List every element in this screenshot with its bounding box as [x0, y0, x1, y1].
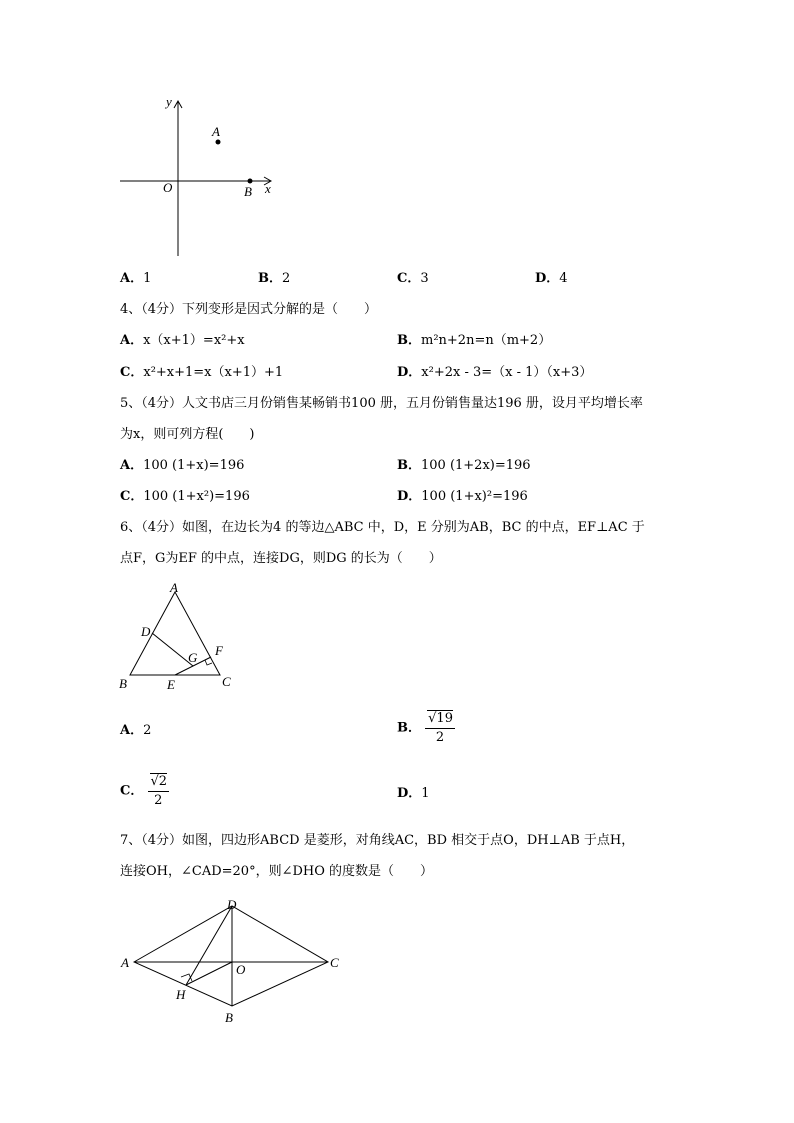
q7-stem-line2: 连接OH，∠CAD=20°，则∠DHO 的度数是（ ） — [120, 864, 434, 879]
q4-option-a: A．x（x+1）=x²+x — [120, 333, 245, 348]
q3-option-c: C．3 — [397, 271, 429, 286]
q3-option-b: B．2 — [258, 271, 291, 286]
fraction-sqrt2-over-2: $\frac{√2}{2}$ — [148, 775, 170, 809]
q3-option-d: D．4 — [535, 271, 568, 286]
label-o: O — [236, 962, 246, 977]
q5-option-c: C．100 (1+x²)=196 — [120, 489, 250, 504]
label-f: F — [215, 643, 223, 658]
q6-option-c: C． $\frac{√2}{2}$ — [120, 774, 168, 809]
right-angle-mark-h — [181, 974, 192, 981]
label-h: H — [176, 987, 186, 1002]
q5-option-b: B．100 (1+2x)=196 — [397, 458, 531, 473]
label-b: B — [225, 1010, 233, 1025]
label-c: C — [222, 674, 231, 689]
q6-stem-line1: 6、（4分）如图，在边长为4 的等边△ABC 中，D，E 分别为AB，BC 的中点，EF⊥AC 于 — [120, 520, 645, 535]
label-g: G — [188, 650, 198, 665]
point-a-dot — [216, 140, 221, 145]
label-d: D — [141, 624, 151, 639]
rhombus-figure — [115, 893, 350, 1028]
coordinate-figure — [110, 90, 290, 265]
label-c: C — [330, 955, 339, 970]
q4-option-d: D．x²+2x - 3=（x - 1）（x+3） — [397, 365, 593, 380]
y-axis-label: y — [166, 94, 172, 109]
q5-stem-line2: 为x，则可列方程( ) — [120, 427, 255, 442]
q6-stem-line2: 点F，G为EF 的中点，连接DG，则DG 的长为（ ） — [120, 551, 442, 566]
label-a: A — [121, 955, 129, 970]
label-d: D — [227, 897, 237, 912]
q5-option-d: D．100 (1+x)²=196 — [397, 489, 528, 504]
right-angle-mark-f — [205, 660, 212, 665]
point-a-label: A — [212, 124, 220, 139]
segment-dg — [152, 633, 193, 666]
label-b: B — [119, 676, 127, 691]
fraction-sqrt19-over-2: $\frac{√19}{2}$ — [425, 712, 455, 746]
q7-stem-line1: 7、（4分）如图，四边形ABCD 是菱形，对角线AC，BD 相交于点O，DH⊥AB 于点H， — [120, 833, 635, 848]
label-e: E — [167, 677, 175, 692]
x-axis-label: x — [265, 181, 271, 196]
q4-option-c: C．x²+x+1=x（x+1）+1 — [120, 365, 284, 380]
label-a: A — [170, 580, 178, 595]
point-b-label: B — [244, 184, 252, 199]
q4-stem: 4、（4分）下列变形是因式分解的是（ ） — [120, 302, 378, 317]
rhombus-abcd — [134, 906, 328, 1006]
origin-label: O — [163, 180, 173, 195]
q5-stem-line1: 5、（4分）人文书店三月份销售某畅销书100 册，五月份销售量达196 册，设月平均增长率 — [120, 396, 643, 411]
q6-option-b: B． $\frac{√19}{2}$ — [397, 711, 453, 746]
point-b-dot — [248, 179, 253, 184]
q3-option-a: A．1 — [120, 271, 152, 286]
q6-option-a: A．2 — [120, 723, 152, 738]
q4-option-b: B．m²n+2n=n（m+2） — [397, 333, 552, 348]
triangle-figure — [110, 578, 240, 693]
q5-option-a: A．100 (1+x)=196 — [120, 458, 245, 473]
q6-option-d: D．1 — [397, 786, 430, 801]
